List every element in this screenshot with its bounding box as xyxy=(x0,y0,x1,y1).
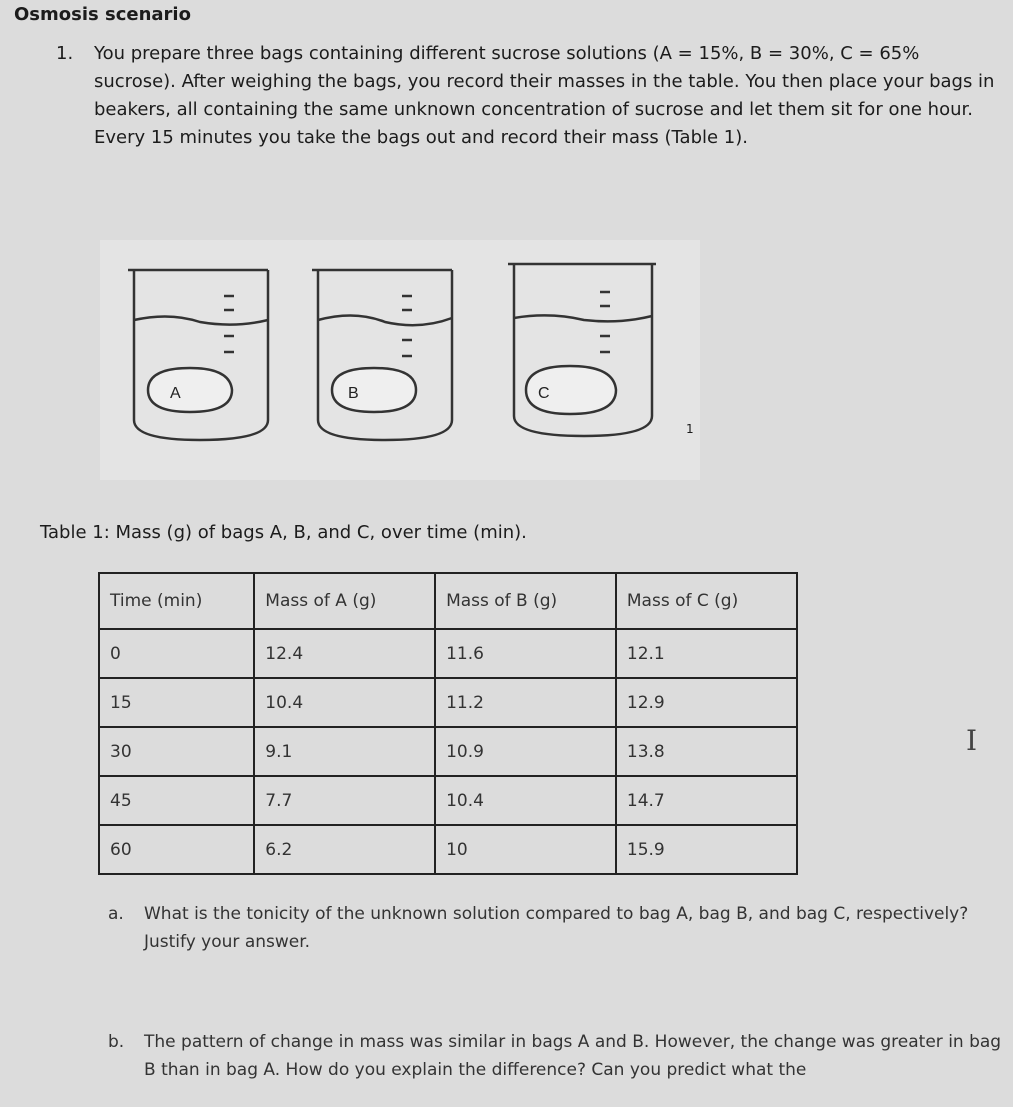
cell-time: 15 xyxy=(99,678,254,727)
table-row xyxy=(99,629,797,678)
cell-mass-c: 15.9 xyxy=(616,825,797,874)
header-mass-b: Mass of B (g) xyxy=(435,573,616,629)
cell-mass-b: 10 xyxy=(435,825,616,874)
bag-c-label: C xyxy=(538,385,550,402)
table-caption: Table 1: Mass (g) of bags A, B, and C, over time (min). xyxy=(40,522,527,543)
cell-time: 60 xyxy=(99,825,254,874)
header-time: Time (min) xyxy=(99,573,254,629)
cell-mass-b: 10.9 xyxy=(435,727,616,776)
question-b-letter: b. xyxy=(108,1032,125,1052)
question-1-text: You prepare three bags containing different sucrose solutions (A = 15%, B = 30%, C = 65% sucrose). After weighing the bags, you record their masses in the table. You then place your bags in beakers, all containing the same unknown concentration of sucrose and let them sit for one hour. Every 15 minutes you take the bags out and record their mass (Table 1). xyxy=(94,43,995,148)
question-a-letter: a. xyxy=(108,904,124,924)
question-a-text: What is the tonicity of the unknown solution compared to bag A, bag B, and bag C, respectively? Justify your answer. xyxy=(144,904,969,952)
cell-mass-c: 13.8 xyxy=(616,727,797,776)
table-header-row xyxy=(99,573,797,629)
figure-number: 1 xyxy=(686,422,694,436)
cell-mass-c: 14.7 xyxy=(616,776,797,825)
cell-mass-c: 12.1 xyxy=(616,629,797,678)
question-1-number: 1. xyxy=(56,43,74,64)
cell-mass-a: 9.1 xyxy=(254,727,435,776)
question-a xyxy=(108,900,988,956)
cell-mass-b: 10.4 xyxy=(435,776,616,825)
mass-table xyxy=(98,572,798,875)
cell-mass-a: 6.2 xyxy=(254,825,435,874)
header-mass-c: Mass of C (g) xyxy=(616,573,797,629)
table-row xyxy=(99,727,797,776)
cell-mass-a: 12.4 xyxy=(254,629,435,678)
cell-mass-c: 12.9 xyxy=(616,678,797,727)
cell-mass-b: 11.6 xyxy=(435,629,616,678)
beakers-figure xyxy=(100,240,700,480)
cell-time: 45 xyxy=(99,776,254,825)
question-b xyxy=(108,1028,1013,1084)
cell-mass-b: 11.2 xyxy=(435,678,616,727)
cell-time: 0 xyxy=(99,629,254,678)
cell-mass-a: 7.7 xyxy=(254,776,435,825)
cell-time: 30 xyxy=(99,727,254,776)
table-row xyxy=(99,776,797,825)
cell-mass-a: 10.4 xyxy=(254,678,435,727)
table-row xyxy=(99,825,797,874)
question-1 xyxy=(56,40,996,152)
header-mass-a: Mass of A (g) xyxy=(254,573,435,629)
document-title: Osmosis scenario xyxy=(14,4,191,25)
bag-b-label: B xyxy=(348,385,359,402)
text-cursor-icon: I xyxy=(966,724,978,757)
question-b-text: The pattern of change in mass was similar in bags A and B. However, the change was greater in bag B than in bag A. How do you explain the difference? Can you predict what the xyxy=(144,1032,1002,1080)
bag-a-label: A xyxy=(170,385,181,402)
table-row xyxy=(99,678,797,727)
